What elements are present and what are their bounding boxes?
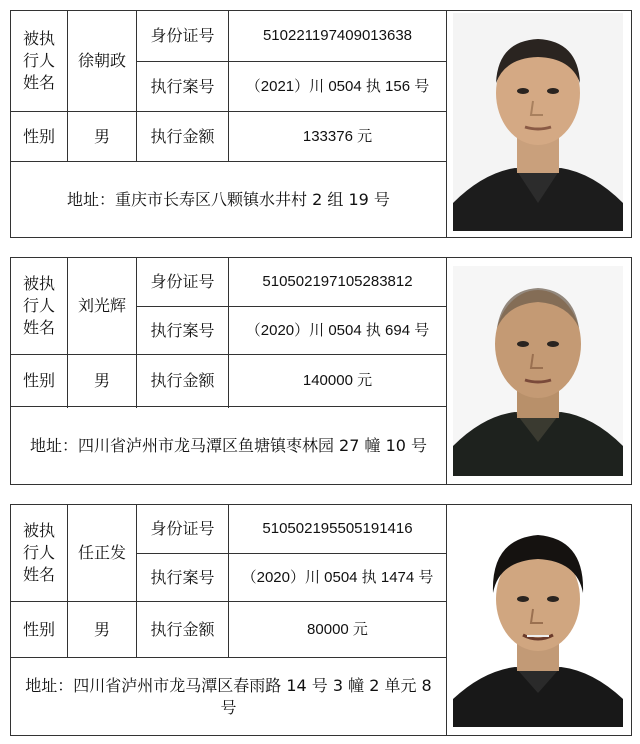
- address: [11, 658, 446, 735]
- gender-value: 男: [93, 619, 110, 639]
- name-label: [11, 258, 67, 354]
- name-label-line1: 被执: [22, 29, 55, 48]
- id-number: 510502195505191416: [262, 520, 413, 537]
- amount-label: 执行金额: [150, 370, 215, 390]
- gender-value: 男: [93, 126, 110, 146]
- name-label: [11, 505, 67, 601]
- name-label-line3: 姓名: [22, 318, 55, 337]
- person-name: 徐朝政: [77, 51, 126, 70]
- address-line2: 号: [220, 697, 237, 717]
- name-label-line2: 行人: [22, 296, 55, 315]
- case-label: 执行案号: [150, 320, 215, 340]
- person-card-3: [10, 504, 632, 736]
- person-name: 刘光辉: [77, 296, 126, 315]
- id-number: 510221197409013638: [262, 27, 413, 44]
- case-number: （2020）川 0504 执 1474 号: [241, 568, 434, 586]
- gender-label: 性别: [22, 370, 55, 390]
- id-label: 身份证号: [150, 26, 215, 45]
- amount-label: 执行金额: [150, 126, 215, 146]
- person-name: 任正发: [77, 543, 126, 562]
- id-label: 身份证号: [150, 519, 215, 538]
- gender-label: 性别: [22, 619, 55, 639]
- name-label-line1: 被执: [22, 274, 55, 293]
- address: 地址：四川省泸州市龙马潭区鱼塘镇枣林园 27 幢 10 号: [29, 435, 428, 455]
- person-photo: [453, 517, 623, 727]
- case-label: 执行案号: [150, 76, 215, 96]
- gender-value: 男: [93, 370, 110, 390]
- case-number: （2020）川 0504 执 694 号: [245, 321, 430, 339]
- case-label: 执行案号: [150, 567, 215, 587]
- name-label-line1: 被执: [22, 521, 55, 540]
- id-label: 身份证号: [150, 272, 215, 291]
- person-card-2: [10, 257, 632, 485]
- person-card-1: [10, 10, 632, 238]
- id-number: 510502197105283812: [262, 273, 413, 290]
- name-label-line3: 姓名: [22, 565, 55, 584]
- amount-value: 80000 元: [307, 620, 368, 638]
- case-number: （2021）川 0504 执 156 号: [245, 77, 430, 95]
- person-photo: [453, 13, 623, 231]
- name-label-line3: 姓名: [22, 73, 55, 92]
- name-label-line2: 行人: [22, 51, 55, 70]
- amount-label: 执行金额: [150, 619, 215, 639]
- amount-value: 140000 元: [302, 371, 373, 389]
- address-line1: 地址：四川省泸州市龙马潭区春雨路 14 号 3 幢 2 单元 8: [25, 675, 432, 695]
- address: 地址：重庆市长寿区八颗镇水井村 2 组 19 号: [67, 189, 390, 209]
- name-label-line2: 行人: [22, 543, 55, 562]
- amount-value: 133376 元: [302, 127, 373, 145]
- gender-label: 性别: [22, 126, 55, 146]
- name-label: [11, 11, 67, 111]
- person-photo: [453, 266, 623, 476]
